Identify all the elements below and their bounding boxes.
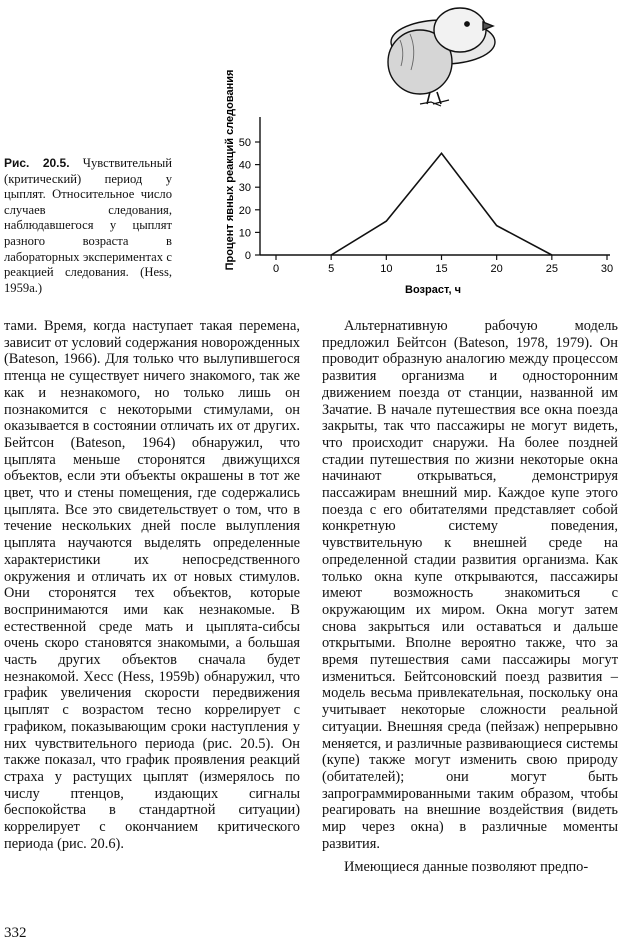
x-tick-label: 25 xyxy=(545,263,558,275)
x-tick-label: 15 xyxy=(435,263,448,275)
paragraph: Альтернативную рабочую модель предложил Бейтсон (Bateson, 1978, 1979). Он проводит образную аналогию между процессом развития организма и односторонним движением поезда от станции, названной им Зачатие. В начале путешествия все окна поезда закрыты, так что пассажиры не могут видеть, что происходит снаружи. На более поздней стадии путешествия по жизни некоторые окна начинают открываться, демонстрируя пассажирам внешний мир. Каждое купе этого поезда с его обитателями представляет собой конкретную систему поведения, чувствительную к внешней среде на определенной стадии развития организма. Как только окна купе открываются, пассажиры имеют возможность знакомиться с окружающим их миром. Окна могут затем снова закрыться или оставаться и дальше открытыми. Вполне вероятно также, что за время путешествия сами пассажиры могут измениться. Бейтсоновский поезд развития – модель весьма привлекательная, поскольку она учитывает некоторые сложности реальной ситуации. Внешняя среда (пейзаж) непрерывно меняется, и различные развивающиеся системы (купе) также могут изменить свою природу (обитателей); они могут быть запрограммированными таким образом, чтобы реагировать на внешние воздействия (видеть мир через окна) в различные моменты развития. xyxy=(322,318,618,852)
figure-20-5 xyxy=(205,0,620,305)
line-chart xyxy=(205,0,620,305)
body-column-right xyxy=(322,318,618,918)
y-tick-label: 30 xyxy=(238,182,251,195)
paragraph: Имеющиеся данные позволяют предпо- xyxy=(344,858,589,875)
page-number: 332 xyxy=(4,925,27,941)
figure-label: Рис. 20.5. xyxy=(4,156,70,170)
figure-caption-text: Чувствительный (критический) период у цыплят. Относительное число случаев следования, наблюдавшегося у цыплят разного возраста в лабораторных экспериментах с реакцией следования. (Hess, 1959a.) xyxy=(4,156,172,295)
series-line xyxy=(331,153,552,255)
x-tick-label: 30 xyxy=(600,263,614,275)
y-tick-label: 10 xyxy=(238,227,251,240)
y-axis-label: Процент явных реакций следования xyxy=(224,69,236,271)
y-tick-label: 20 xyxy=(238,204,251,217)
x-axis-label: Возраст, ч xyxy=(405,284,461,296)
x-tick-label: 10 xyxy=(380,263,393,275)
y-tick-label: 0 xyxy=(244,250,251,262)
chick-illustration xyxy=(388,8,495,106)
body-column-left xyxy=(4,318,300,918)
x-tick-label: 20 xyxy=(490,263,503,275)
x-tick-label: 5 xyxy=(328,263,335,275)
figure-caption xyxy=(4,156,172,296)
y-tick-label: 40 xyxy=(238,159,251,172)
y-tick-label: 50 xyxy=(238,137,251,149)
x-tick-label: 0 xyxy=(272,263,280,275)
paragraph: тами. Время, когда наступает такая перемена, зависит от условий содержания новорожденных (Bateson, 1966). Для только что вылупившегося птенца не существует ничего знакомого, так же как и незнакомого, но только лишь он познакомится с некоторыми стимулами, он оказывается в состоянии отличать их от других. Бейтсон (Bateson, 1964) обнаружил, что цыплята меньше сторонятся движущихся объектов, если эти объекты окрашены в тот же цвет, что и стены помещения, где содержались цыплята. Все это свидетельствует о том, что в течение нескольких дней после вылупления цыплята научаются выделять определенные характеристики их непосредственного окружения и отличать их от новых стимулов. Они сторонятся тех объектов, которые воспринимаются ими как незнакомые. В естественной среде мать и цыплята-сибсы очень скоро становятся знакомыми, а большая часть других объектов сначала будет незнакомой. Хесс (Hess, 1959b) обнаружил, что график увеличения скорости передвижения цыплят с возрастом тесно коррелирует с графиком, показывающим сроки наступления у них чувствительного периода (рис. 20.5). Он также показал, что график проявления реакций страха у растущих цыплят (измерялось по числу птенцов, издающих сигналы беспокойства в стандартной ситуации) коррелирует с окончанием критического периода (рис. 20.6). xyxy=(4,318,300,852)
